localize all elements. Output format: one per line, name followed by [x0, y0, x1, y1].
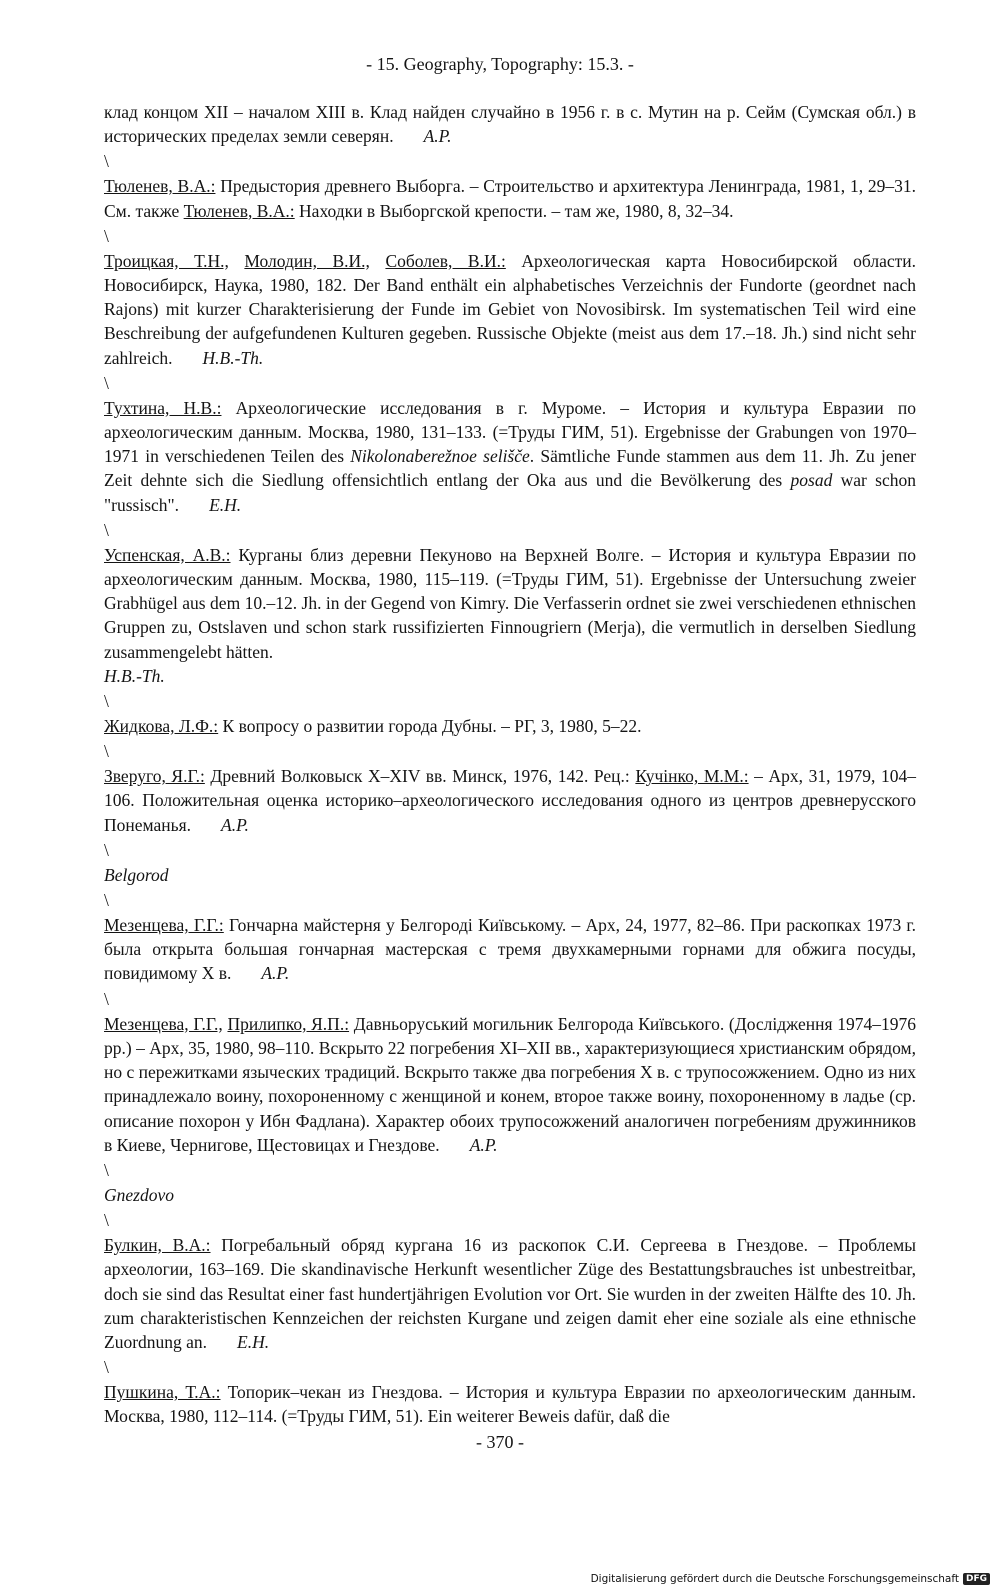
entry-uspenskaya: [104, 543, 916, 664]
separator: \: [104, 225, 109, 246]
separator: \: [104, 1159, 109, 1180]
separator: \: [104, 372, 109, 393]
reviewer-initials: H.B.-Th.: [202, 347, 264, 368]
separator: \: [104, 988, 109, 1009]
separator: \: [104, 151, 109, 172]
entry-text: Археологические исследования в г. Муроме. – История и культура Евразии по археологическим данным. Москва, 1980, 131–133. (=Труды ГИМ, 51). Ergebnisse der Grabungen von 1970–1971 in verschiedenen Teilen des: [104, 397, 916, 467]
entry-text: – Арх, 31, 1979, 104–106. Положительная оценка историко–археологического исследования одного из центров древнерусского Понеманья.: [104, 766, 917, 835]
entry-text: Предыстория древнего Выборга. – Строительство и архитектура Ленинграда, 1981, 1, 29–31. См. также: [104, 176, 916, 221]
bibliography-column: [104, 100, 916, 1429]
author: Прилипко, Я.П.:: [227, 1013, 350, 1034]
entry-text: Находки в Выборгской крепости. – там же, 1980, 8, 32–34.: [294, 200, 734, 221]
running-header: - 15. Geography, Topography: 15.3. -: [366, 54, 634, 74]
entry-text: Археологическая карта Новосибирской области. Новосибирск, Наука, 1980, 182. Der Band enthält ein alphabetisches Verzeichnis der Fundorte (geordnet nach Rajons) mit kurzer Charakterisierung der Funde im Gebiet von Novosibirsk. Im systematischen Teil wird eine Beschreibung der aufgefundenen Kulturen gegeben. Russische Objekte (meist aus dem 17.–18. Jh.) sind nicht sehr zahlreich.: [104, 250, 917, 368]
reviewer-initials: A.P.: [221, 814, 249, 835]
author: Молодин, В.И.,: [244, 250, 370, 271]
entry-text: . Sämtliche Funde stammen aus dem 11. Jh. Zu jener Zeit dehnte sich die Siedlung offensichtlich entlang der Oka aus und die Bevölkerung des: [104, 446, 916, 491]
credit-text: Digitalisierung gefördert durch die Deutsche Forschungsgemeinschaft: [590, 1573, 959, 1585]
section-heading-gnezdovo: Gnezdovo: [104, 1184, 174, 1205]
italic-term: posad: [790, 470, 833, 491]
entry-pushkina: [104, 1380, 916, 1428]
italic-term: Nikolonaberežnoe selišče: [350, 446, 530, 467]
digitization-credit: [591, 1573, 990, 1585]
separator: \: [104, 741, 109, 762]
author: Тюленев, В.А.:: [104, 176, 216, 197]
reviewer-initials: A.P.: [423, 126, 452, 147]
reviewer-initials: E.H.: [237, 1331, 270, 1352]
separator: \: [104, 519, 109, 540]
entry-text: Давньоруський могильник Белгорода Київського. (Дослідження 1974–1976 рр.) – Арх, 35, 1980, 98–110. Вскрыто 22 погребения XI–XII вв., характеризующиеся христианским обрядом, но с пережитками языческих традиций. Вскрыто также два погребения X в. с трупосожжением. Одно из них принадлежало воину, похороненному с женщиной и конем, второе также воину, похороненному в ладье (ср. описание похорон у Ибн Фадлана). Характер обоих трупосожжений аналогичен погребениям дружинников в Киеве, Чернигове, Щестовицах и Гнездове.: [104, 1013, 916, 1155]
author: Тюленев, В.А.:: [183, 200, 295, 221]
section-heading-belgorod: Belgorod: [104, 864, 169, 885]
entry-mezentseva: [104, 913, 916, 986]
entry-text: клад концом XII – началом XIII в. Клад найден случайно в 1956 г. в с. Мутин на р. Сейм (Сумская обл.) в исторических пределах земли северян.: [104, 102, 916, 147]
reviewer-line: [104, 664, 916, 688]
entry-text: Погребальный обряд кургана 16 из раскопок С.И. Сергеева в Гнездове. – Проблемы археологии, 163–169. Die skandinavische Herkunft wesentlicher Züge des Bestattungsbrauches ist unbestreitbar, doch sie sind das Resultat einer fast hundertjährigen Evolution vor Ort. Sie wurden in der zweiten Hälfte des 10. Jh. zum charakteristischen Kennzeichen der reichsten Kurgane und zeigen damit eher eine soziale als eine ethnische Zuordnung an.: [104, 1235, 916, 1352]
author: Троицкая, Т.Н.,: [104, 250, 229, 271]
author: Зверуго, Я.Г.:: [104, 766, 205, 787]
dfg-logo-icon: DFG: [963, 1573, 990, 1585]
entry-text: Топорик–чекан из Гнездова. – История и культура Евразии по археологическим данным. Москва, 1980, 112–114. (=Труды ГИМ, 51). Ein weiterer Beweis dafür, daß die: [104, 1382, 916, 1427]
entry-tyulenev: [104, 174, 916, 222]
separator: \: [104, 839, 109, 860]
entry-troitskaya: [104, 249, 916, 370]
entry-mezentseva-prilipko: [104, 1012, 916, 1157]
entry-text: Курганы близ деревни Пекуново на Верхней Волге. – История и культура Евразии по археологическим данным. Москва, 1980, 115–119. (=Труды ГИМ, 51). Ergebnisse der Untersuchung zweier Grabhügel aus dem 10.–12. Jh. in der Gegend von Kimry. Die Verfasserin ordnet sie zwei verschiedenen ethnischen Gruppen zu, Ostslaven und schon stark russifizierten Finnougriern (Merja), die vermutlich in derselben Siedlung zusammengelebt hätten.: [104, 544, 917, 662]
entry-bulkin: [104, 1233, 916, 1354]
entry-zhidkova: [104, 714, 916, 738]
reviewer-initials: H.B.-Th.: [104, 665, 165, 686]
separator: \: [104, 691, 109, 712]
author: Жидкова, Л.Ф.:: [104, 716, 219, 737]
entry-text: К вопросу о развитии города Дубны. – РГ, 3, 1980, 5–22.: [218, 716, 642, 737]
entry-text: Гончарна майстерня у Белгороді Київському. – Арх, 24, 1977, 82–86. При раскопках 1973 г. была открыта большая гончарная мастерская с тремя двухкамерными горнами для обжига посуды, повидимому X в.: [104, 915, 916, 984]
entry-tukhtina: [104, 396, 916, 517]
entry-continuation: [104, 100, 916, 148]
author: Булкин, В.А.:: [104, 1235, 211, 1256]
author: Пушкина, Т.А.:: [104, 1382, 221, 1403]
separator: \: [104, 1210, 109, 1231]
reviewer-initials: E.H.: [209, 494, 242, 515]
author: Соболев, В.И.:: [385, 250, 506, 271]
reviewer-initials: A.P.: [261, 963, 290, 984]
entry-zverugo: [104, 764, 916, 837]
entry-text: Древний Волковыск X–XIV вв. Минск, 1976, 142. Рец.:: [204, 766, 636, 787]
entry-text: war schon "russisch".: [104, 470, 917, 515]
separator: \: [104, 890, 109, 911]
author: Успенская, А.В.:: [104, 544, 231, 565]
page-number: - 370 -: [476, 1432, 524, 1452]
author: Кучінко, М.М.:: [635, 766, 749, 787]
reviewer-initials: A.P.: [469, 1134, 498, 1155]
author: Мезенцева, Г.Г.,: [104, 1013, 223, 1034]
author: Тухтина, Н.В.:: [104, 397, 222, 418]
author: Мезенцева, Г.Г.:: [104, 915, 224, 936]
separator: \: [104, 1357, 109, 1378]
